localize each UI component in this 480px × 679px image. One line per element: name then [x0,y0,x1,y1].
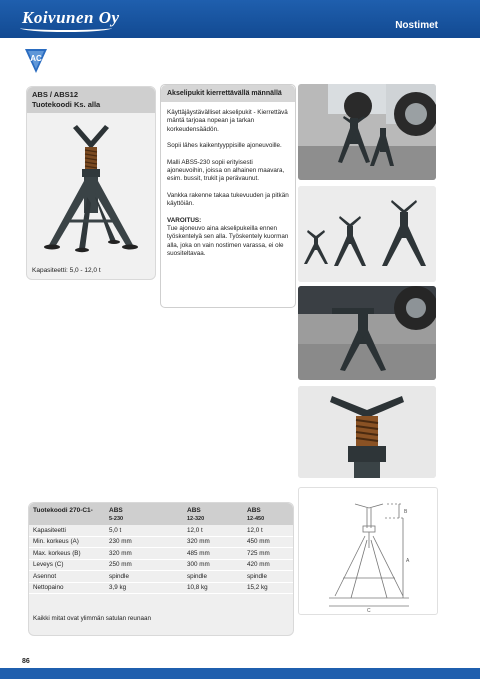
dimension-label-c: C [367,608,371,614]
page-number: 86 [22,658,30,665]
capacity-text: Kapasiteetti: 5,0 - 12,0 t [32,267,101,274]
logo-swoosh [20,24,112,32]
table-row: Max. korkeus (B) 320 mm 485 mm 725 mm [29,548,293,560]
dimension-label-a: A [406,558,410,564]
product-code: Tuotekoodi Ks. alla [32,100,101,109]
product-title: ABS / ABS12 [32,90,78,99]
spec-table-header [29,503,293,525]
ac-badge-icon [24,48,48,74]
description-paragraph-2: Sopii lähes kaikentyyppisille ajoneuvoille. [167,142,282,150]
warning-text: Tue ajoneuvo aina akselipukeilla ennen työskentelyä sen alla. Työskentely kuorman alla, joka on vain nostimen varassa, ei ole suositeltavaa. [167,225,289,258]
table-row: Min. korkeus (A) 230 mm 320 mm 450 mm [29,537,293,549]
table-row: Asennot spindle spindle spindle [29,571,293,583]
section-title: Nostimet [395,20,438,31]
description-title: Akselipukit kierrettävällä männällä [161,85,295,102]
spec-table-col-1: ABS 5-230 [109,507,124,522]
spec-table [28,502,294,636]
company-logo: Koivunen Oy [22,8,120,27]
dimension-diagram [298,487,438,615]
product-card [26,86,156,280]
warning-title: VAROITUS: [167,216,202,224]
page-footer-bar [0,668,480,679]
three-stands-photo [298,186,436,282]
spec-table-code-header: Tuotekoodi 270-C1- [33,507,93,514]
description-paragraph-1: Käyttäjäystävälliset akselipukit - Kierrettävä mäntä tarjoaa nopean ja tarkan korkeudensäädön. [167,109,288,133]
spec-table-col-3: ABS 12-450 [247,507,265,522]
dimension-label-b: B [404,509,408,515]
table-note: Kaikki mitat ovat ylimmän satulan reunaan [33,615,151,622]
ac-badge-label: AC [30,54,42,63]
table-row: Kapasiteetti 5,0 t 12,0 t 12,0 t [29,525,293,537]
table-row: Nettopaino 3,9 kg 10,8 kg 15,2 kg [29,583,293,595]
product-card-header [27,87,155,113]
stand-under-vehicle-photo [298,286,436,380]
spec-table-body [29,525,293,594]
spindle-closeup-photo [298,386,436,478]
page-header [0,0,480,38]
description-paragraph-3: Malli ABS5-230 sopii erityisesti ajoneuvoihin, joissa on alhainen maavara, esim. bussit, trukit ja perävaunut. [167,158,285,183]
description-box [160,84,296,308]
table-row: Leveys (C) 250 mm 300 mm 420 mm [29,560,293,572]
spec-table-col-2: ABS 12-320 [187,507,205,522]
description-paragraph-4: Vankka rakenne takaa tukevuuden ja pitkän käyttöiän. [167,191,289,208]
truck-photo [298,84,436,180]
axle-stand-image [27,117,155,257]
